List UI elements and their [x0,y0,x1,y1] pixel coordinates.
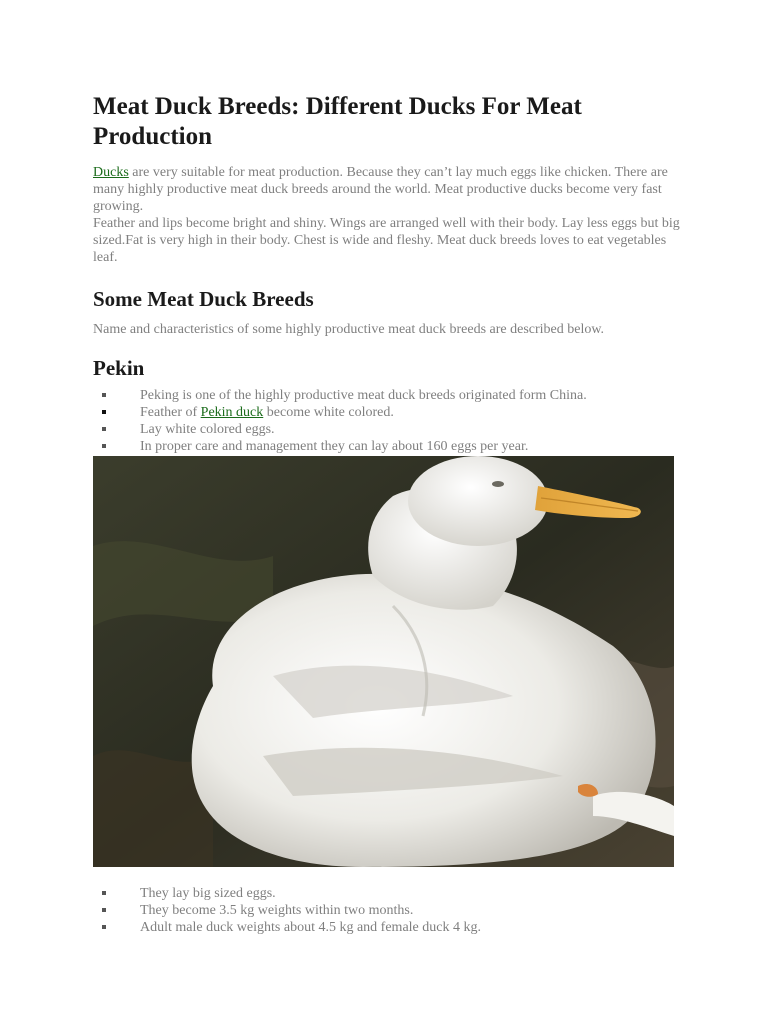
pekin-bullets-top [93,387,683,455]
bullet-square-icon [102,908,106,912]
pekin-bullets-bottom [93,885,683,936]
article [93,92,683,936]
bullet-text: In proper care and management they can lay about 160 eggs per year. [140,439,529,454]
intro-paragraph-2: Feather and lips become bright and shiny. Wings are arranged well with their body. Lay less eggs but big sized.Fat is very high in their body. Chest is wide and fleshy. Meat duck breeds loves to eat vegetables leaf. [93,216,680,265]
intro-text [93,164,683,266]
list-item [93,404,683,421]
bullet-square-icon [102,925,106,929]
list-item [93,885,683,902]
bullet-square-icon [102,444,106,448]
bullet-text: They become 3.5 kg weights within two months. [140,903,414,918]
section-description: Name and characteristics of some highly productive meat duck breeds are described below. [93,322,605,337]
bullet-text-pre: Feather of [140,405,201,420]
bullet-text-post: become white colored. [263,405,394,420]
bullet-square-icon [102,393,106,397]
bullet-text: Peking is one of the highly productive meat duck breeds originated form China. [140,388,587,403]
bullet-square-icon [102,891,106,895]
bullet-square-icon [102,410,106,414]
bullet-text: They lay big sized eggs. [140,886,276,901]
pekin-heading: Pekin [93,356,145,380]
list-item [93,438,683,455]
section-heading: Some Meat Duck Breeds [93,287,314,311]
bullet-text: Lay white colored eggs. [140,422,275,437]
list-item [93,919,683,936]
pekin-duck-link[interactable]: Pekin duck [200,405,264,420]
page-title: Meat Duck Breeds: Different Ducks For Meat Production [93,93,582,150]
duck-illustration-icon [93,456,674,867]
ducks-link[interactable]: Ducks [93,165,129,180]
list-item [93,421,683,438]
bullet-square-icon [102,427,106,431]
intro-paragraph-1 [93,164,683,215]
list-item [93,902,683,919]
bullet-text: Adult male duck weights about 4.5 kg and female duck 4 kg. [140,920,481,935]
pekin-duck-photo [93,456,674,867]
intro-paragraph-1-text: are very suitable for meat production. Because they can’t lay much eggs like chicken. There are many highly productive meat duck breeds around the world. Meat productive ducks become very fast growing. [93,165,668,214]
list-item [93,387,683,404]
